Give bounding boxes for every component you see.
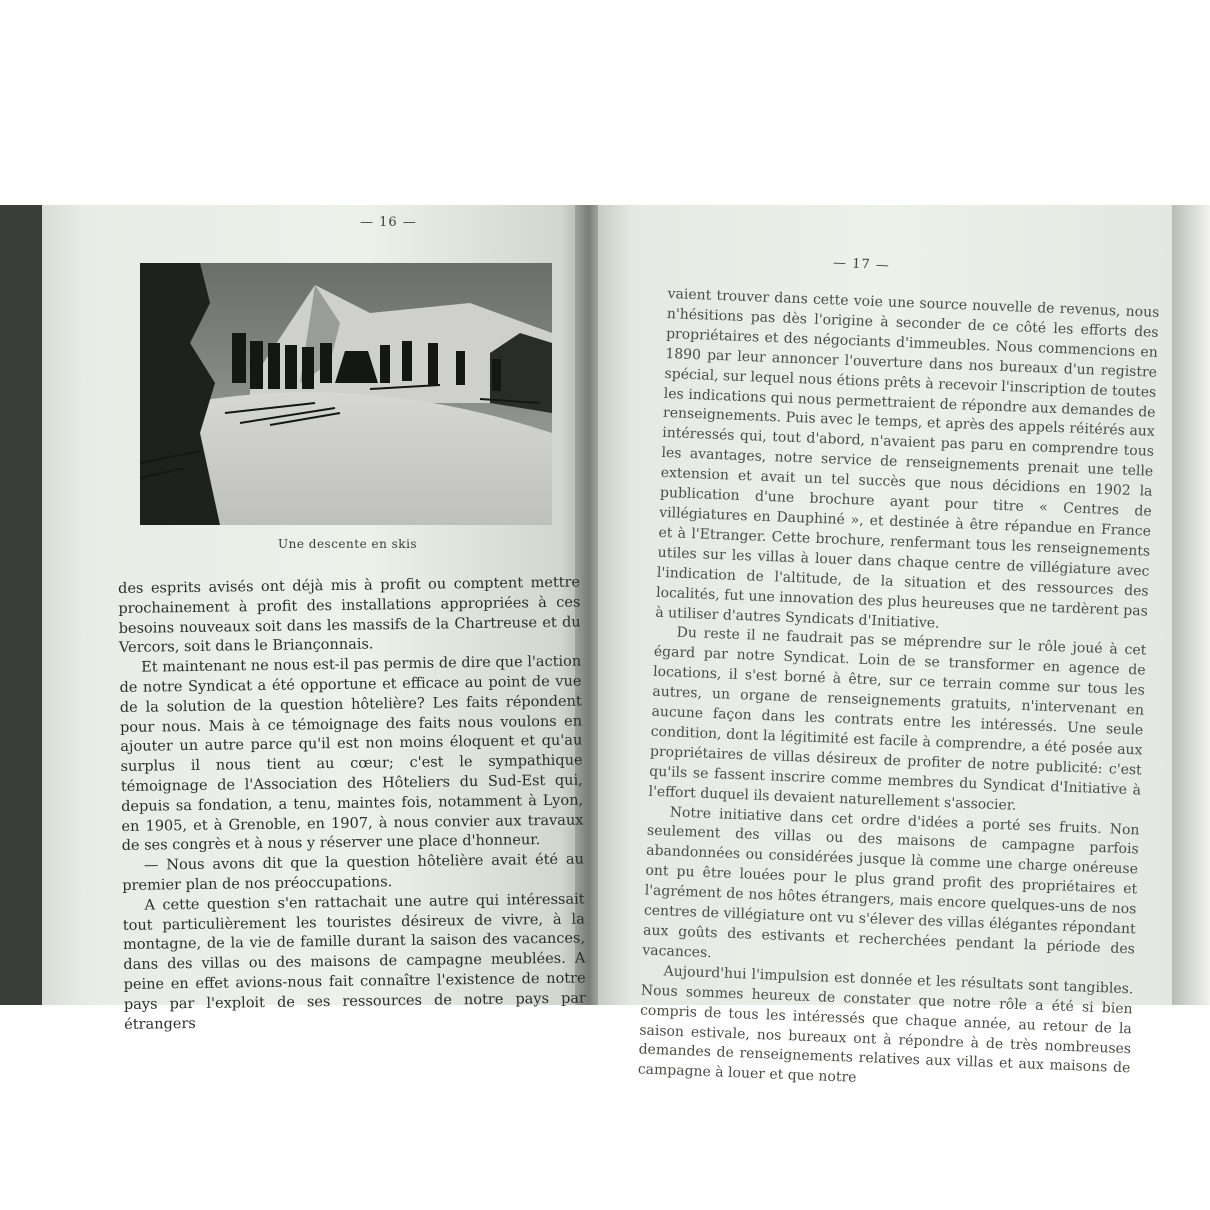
page-number-left: — 16 — bbox=[360, 215, 417, 230]
book-photo bbox=[0, 205, 1210, 1087]
paragraph: Du reste il ne faudrait pas se méprendre sur le rôle joué à cet égard par notre Syndicat. Loin de se transformer en agence de locations, il s'est borné à être, sur ce terrain comme sur tous les autres, un organe de renseignements gratuits, n'intervenant en aucune façon dans les contrats entre les intéressés. Une seule condition, dont la légitimité est facile à comprendre, a été posée aux propriétaires de villas désireux de profiter de notre publicité: c'est qu'ils se fassent inscrire comme membres du Syndicat d'Initiative à l'effort duquel ils devaient naturellement s'associer. bbox=[648, 625, 1147, 814]
paragraph: Aujourd'hui l'impulsion est donnée et les résultats sont tangibles. Nous sommes heureux de constater que notre rôle a été si bien compris de tous les intéressés que chaque année, au retour de la saison estivale, nos bureaux ont à répondre à de très nombreuses demandes de renseignements relatives aux villas et aux maisons de campagne à louer et que notre bbox=[637, 963, 1134, 1087]
paragraph: Notre initiative dans cet ordre d'idées a porté ses fruits. Non seulement des villas ou des maisons de campagne parfois abandonnées ou considérées jusque là comme une charge onéreuse ont pu être louées pour le plus grand profit des propriétaires et l'agrément de nos hôtes étrangers, mais encore quelques-uns de nos centres de villégiature ont vu s'élever des villas élégantes répondant aux goûts des estivants et recherchées pendant la période des vacances. bbox=[642, 804, 1140, 962]
right-page-text bbox=[637, 285, 1159, 1100]
paragraph: Et maintenant ne nous est-il pas permis de dire que l'action de notre Syndicat a été opportune et efficace au point de vue de la solution de la question hôtelière? Les faits répondent pour nous. Mais à ce témoignage des faits nous voulons en ajouter un autre parce qu'il est non moins éloquent et qu'au surplus il nous tient au cœur; c'est le sympathique témoignage de l'Association des Hôteliers du Sud-Est qui, depuis sa fondation, a tenu, maintes fois, notamment à Lyon, en 1905, et à Grenoble, en 1907, à nous convier aux travaux de ses congrès et à nous y réserver une place d'honneur. bbox=[119, 653, 584, 855]
page-edge bbox=[1172, 205, 1210, 1005]
paragraph: vaient trouver dans cette voie une source nouvelle de revenus, nous n'hésitions pas dès l'origine à seconder de ce côté les efforts des propriétaires et des négociants d'immeubles. Nous commencions en 1890 par leur annoncer l'ouverture dans nos bureaux d'un registre spécial, sur lequel nous étions prêts à recevoir l'inscription de toutes les indications qui nous permettraient de répondre aux demandes de renseignements. Puis avec le temps, et après des appels réitérés aux intéressés qui, tout d'abord, n'avaient pas paru en comprendre tous les avantages, notre service de renseignements prenait une telle extension et avait un tel succès que nous décidions en 1902 la publication d'une brochure ayant pour titre « Centres de villégiatures en Dauphiné », et destinée à être répandue en France et à l'Etranger. Cette brochure, renfermant tous les renseignements utiles sur les villas à louer dans chaque centre de villégiature avec l'indication de l'altitude, de la situation et des ressources des localités, fut une innovation des plus heureuses que ne tardèrent pas à utiliser d'autres Syndicats d'Initiative. bbox=[655, 285, 1160, 632]
paragraph: A cette question s'en rattachait une autre qui intéressait tout particulièrement les touristes désireux de vivre, à la montagne, de la vie de famille durant la saison des vacances, dans des villas ou des maisons de campagne meublées. A peine en effet avions-nous fait connaître l'existence de notre pays par l'exploit de ses ressources de notre pays par étrangers bbox=[122, 891, 586, 1033]
left-page-text bbox=[118, 574, 586, 1036]
paragraph: des esprits avisés ont déjà mis à profit ou comptent mettre prochainement à profit des installations appropriées à ces besoins nouveaux soit dans les massifs de la Chartreuse et du Vercors, soit dans le Briançonnais. bbox=[118, 574, 581, 657]
photo-caption: Une descente en skis bbox=[278, 537, 418, 551]
paragraph: — Nous avons dit que la question hôtelière avait été au premier plan de nos préoccupations. bbox=[122, 851, 585, 894]
ski-photograph bbox=[140, 263, 552, 525]
page-number-right: — 17 — bbox=[832, 255, 891, 274]
trees-left bbox=[140, 263, 220, 525]
